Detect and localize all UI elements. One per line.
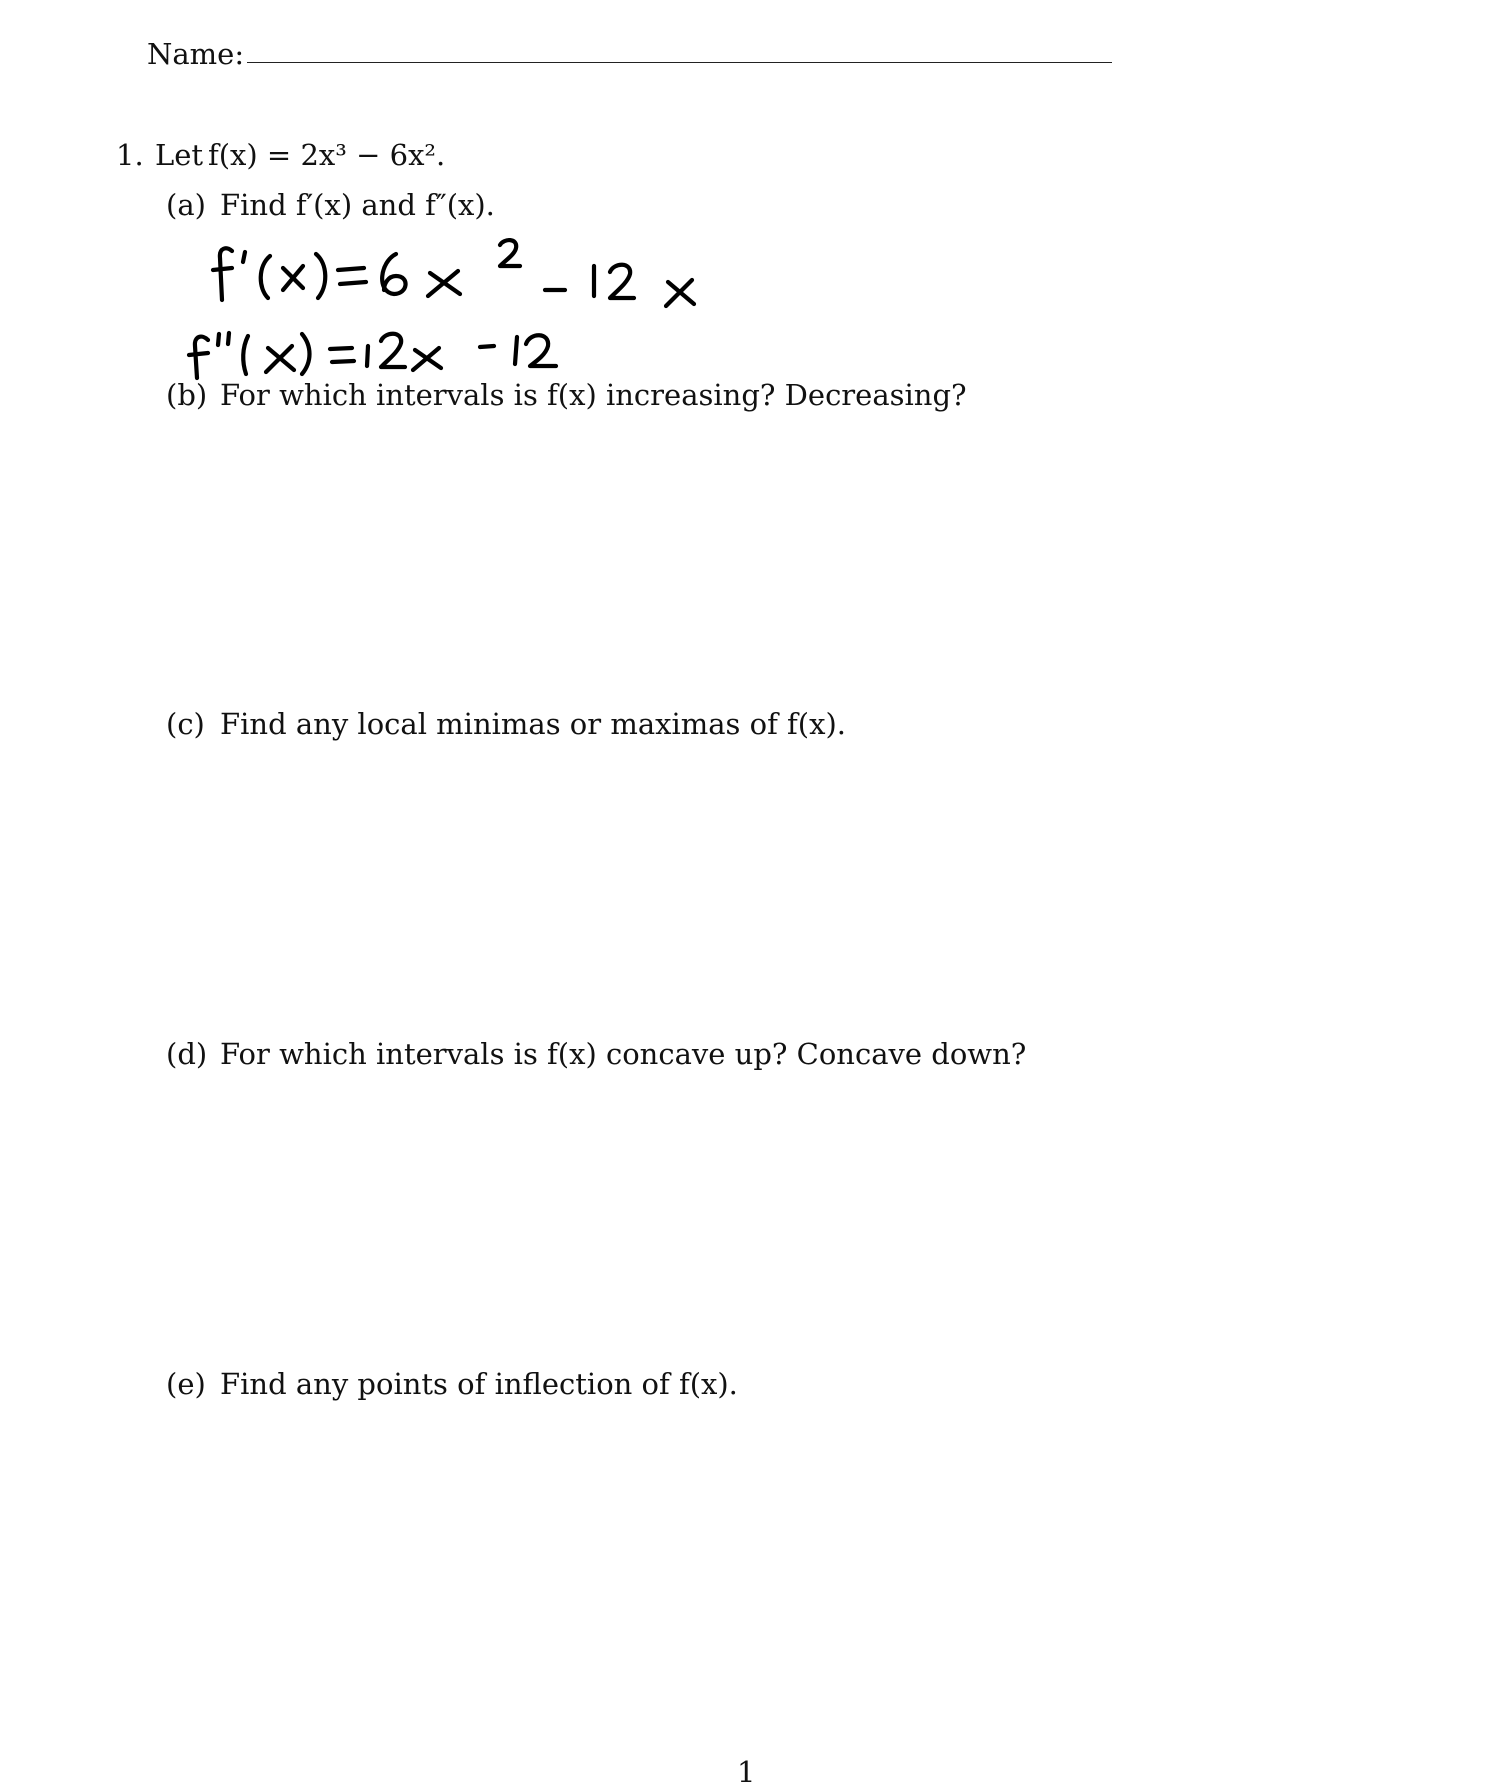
part-d-label: (d) [166,1037,208,1071]
part-c-label: (c) [166,707,205,741]
part-d-text: For which intervals is f(x) concave up? Concave down? [220,1037,1027,1071]
part-c-text: Find any local minimas or maximas of f(x). [220,707,846,741]
part-a-text: Find f′(x) and f″(x). [220,188,495,222]
part-e-text: Find any points of inflection of f(x). [220,1367,738,1401]
part-a-label: (a) [166,188,206,222]
part-e-label: (e) [166,1367,206,1401]
part-b-label: (b) [166,378,208,412]
problem-function: f(x) = 2x³ − 6x². [208,138,446,172]
problem-statement-prefix: Let [155,138,204,172]
name-label: Name: [147,37,245,71]
page-number: 1 [737,1755,756,1789]
problem-number: 1. [116,138,144,172]
handwritten-line-2 [189,333,556,378]
handwritten-line-1 [213,240,694,306]
part-b-text: For which intervals is f(x) increasing? Decreasing? [220,378,967,412]
